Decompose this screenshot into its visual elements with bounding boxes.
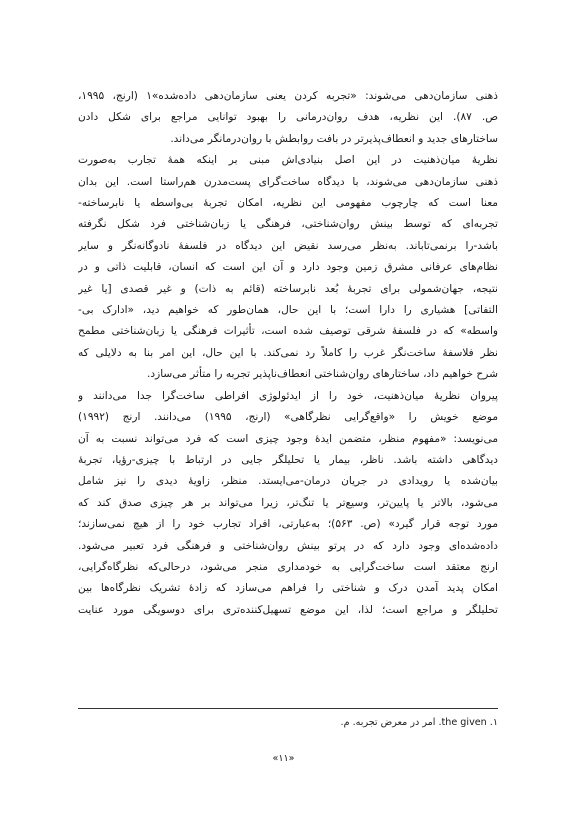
text-line: ارنج معتقد است ساخت‌گرایی به خودمداری منجر می‌شود، درحالی‌که نظرگاه‌گرایی، (78, 560, 498, 573)
text-line: واسطه» که در فلسفهٔ شرقی توصیف شده است، تأثیرات فرهنگی یا زبان‌شناختی مطمح (78, 325, 498, 338)
body-text (78, 86, 498, 621)
text-line: نظر فلاسفهٔ ساخت‌نگر غرب را کاملاً رد نمی‌کند. با این حال، این امر بنا به دلایلی که (78, 346, 498, 359)
text-line: پیروان نظریهٔ میان‌ذهنیت، خود را از ایدئولوژی افراطی ساخت‌گرا جدا می‌دانند و (78, 389, 498, 402)
text-line: نظریهٔ میان‌ذهنیت در این اصل بنیادی‌اش مبنی بر اینکه همهٔ تجارب به‌صورت (78, 154, 498, 167)
page-number: «۱۱» (272, 753, 295, 764)
text-line: مورد توجه قرار گیرد» (ص. ۵۶۳)؛ به‌عبارتی، افراد تجارب خود را از هیچ نمی‌سازند؛ (78, 518, 498, 531)
footnote: ۱. the given. امر در معرض تجربه. م. (340, 717, 498, 728)
text-line: می‌شود، بالاتر یا پایین‌تر، وسیع‌تر یا تنگ‌تر، زیرا می‌تواند بر هر چیزی صدق کند که (78, 496, 498, 509)
text-line: می‌نویسد: «مفهوم منظر، متضمن ایدهٔ وجود چیزی است که فرد می‌تواند نسبت به آن (78, 432, 498, 445)
text-line: ذهنی سازمان‌دهی می‌شوند، با دیدگاه ساخت‌گرای پست‌مدرن هم‌راستا است. این بدان (78, 175, 498, 188)
text-line: نظام‌های عرفانی مشرق زمین وجود دارد و آن این است که انسان، قابلیت ذاتی و در (78, 261, 498, 274)
text-line: تحلیلگر و مراجع است؛ لذا، این موضع تسهیل‌کننده‌تری برای دوسویگی مورد عنایت (78, 603, 498, 616)
text-line: دیدگاهی داشته باشد. ناظر، بیمار یا تحلیلگر جایی در ارتباط با چیزی-رؤیا، تجربهٔ (78, 453, 498, 466)
text-line: باشد-را برنمی‌تاباند. به‌نظر می‌رسد نقیض این دیدگاه در فلسفهٔ نادوگانه‌نگر و سایر (78, 239, 498, 252)
text-line: موضع خویش را «واقع‌گرایی نظرگاهی» (ارنج، ۱۹۹۵) می‌دانند. ارنج (۱۹۹۲) (78, 411, 498, 424)
text-line: ذهنی سازمان‌دهی می‌شوند: «تجربه کردن یعنی سازمان‌دهی داده‌شده»۱ (ارنج، ۱۹۹۵، (78, 90, 498, 102)
footnote-divider (78, 708, 498, 709)
text-line: نتیجه، جهان‌شمولی برای تجربهٔ بُعد نابرساخته (قائم به ذات) و غیر قصدی [یا غیر (78, 282, 498, 295)
text-line: داده‌شده‌ای وجود دارد که در پرتو بینش روان‌شناختی و فرهنگی فرد تعبیر می‌شود. (78, 539, 498, 552)
text-line: ساختارهای جدید و انعطاف‌پذیرتر در بافت روابطش با روان‌درمانگر می‌داند. (170, 132, 498, 145)
text-line: تجربه‌ای که توسط بینش روان‌شناختی، فرهنگی یا زبان‌شناختی فرد شکل نگرفته (78, 218, 498, 231)
text-line: بیان‌شده یا رویدادی در جریان درمان-می‌ایستد. منظر، زاویهٔ دیدی را نیز شامل (78, 475, 498, 488)
text-line: التفاتی] هشیاری را دارا است؛ با این حال، همان‌طور که خواهیم دید، «ادارک بی- (78, 304, 498, 317)
text-line: امکان پدید آمدن درک و شناختی را فراهم می‌سازد که زادهٔ تشریک نظرگاه‌ها بین (78, 582, 498, 595)
text-line: معنا است که چارچوب مفهومی این نظریه، امکان تجربهٔ بی‌واسطه یا نابرساخته- (78, 197, 498, 210)
text-line: شرح خواهیم داد، ساختارهای روان‌شناختی انعطاف‌ناپذیر تجربه را متأثر می‌سازد. (147, 368, 498, 381)
text-line: ص. ۸۷). این نظریه، هدف روان‌درمانی را بهبود توانایی مراجع برای شکل دادن (78, 111, 498, 124)
